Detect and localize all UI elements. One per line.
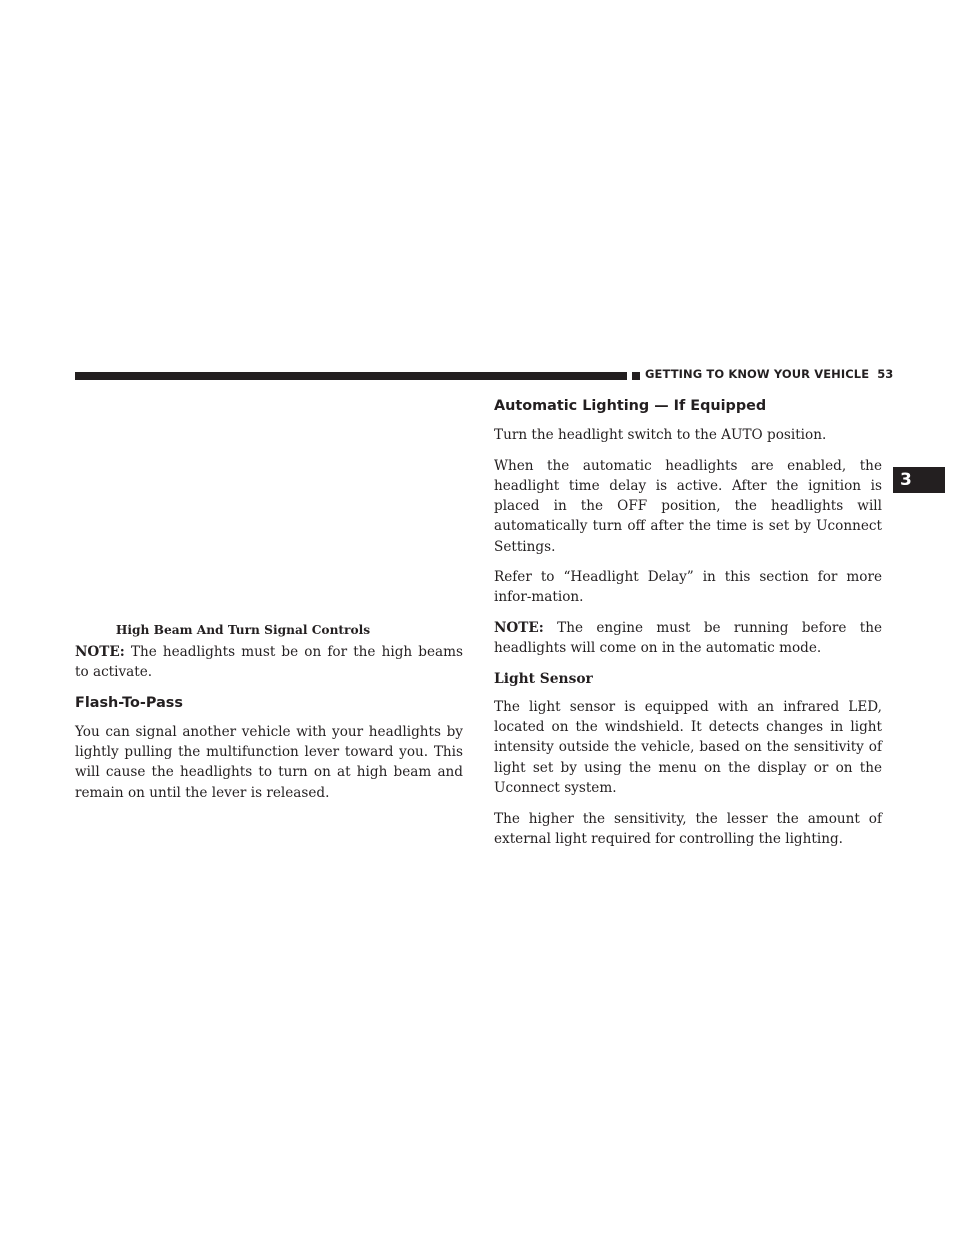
- automatic-lighting-heading: Automatic Lighting — If Equipped: [494, 398, 767, 414]
- header-rule: [75, 372, 627, 380]
- light-sensor-heading: Light Sensor: [494, 671, 593, 688]
- figure-caption: High Beam And Turn Signal Controls: [115, 623, 371, 637]
- note-text: The headlights must be on for the high beams to activate.: [75, 644, 463, 681]
- figure-area: [75, 392, 463, 617]
- automatic-lighting-paragraph-2: When the automatic headlights are enabled, the headlight time delay is active. After the ignition is placed in the OFF position, the headlights will automatically turn off after the time is set by Uconnect Settings.: [494, 457, 882, 555]
- note-text-2: The engine must be running before the headlights will come on in the automatic mode.: [494, 620, 882, 657]
- light-sensor-paragraph-1: The light sensor is equipped with an infrared LED, located on the windshield. It detects changes in light intensity outside the vehicle, based on the sensitivity of light set by using the menu on the display or on the Uconnect system.: [494, 699, 882, 796]
- chapter-tab: 3: [893, 467, 945, 493]
- light-sensor-paragraph-2: The higher the sensitivity, the lesser the amount of external light required for controlling the lighting.: [494, 810, 882, 847]
- automatic-lighting-paragraph-3: Refer to “Headlight Delay” in this section for more infor-mation.: [494, 569, 882, 606]
- left-column: [75, 620, 463, 813]
- flash-to-pass-paragraph: You can signal another vehicle with your headlights by lightly pulling the multifunction lever toward you. This will cause the headlights to turn on at high beam and remain on until the lever is released.: [75, 723, 463, 801]
- note-paragraph: [75, 642, 463, 682]
- header-rule-square: [632, 372, 640, 380]
- note-label-2: NOTE:: [494, 620, 544, 637]
- right-column: [494, 392, 882, 859]
- running-head: [645, 367, 893, 381]
- flash-to-pass-heading: Flash-To-Pass: [75, 694, 183, 711]
- note-label: NOTE:: [75, 644, 125, 660]
- automatic-lighting-paragraph-1: Turn the headlight switch to the AUTO position.: [494, 427, 827, 443]
- note-paragraph-2: [494, 618, 882, 658]
- page-number: 53: [877, 367, 894, 381]
- section-title: GETTING TO KNOW YOUR VEHICLE: [645, 367, 870, 381]
